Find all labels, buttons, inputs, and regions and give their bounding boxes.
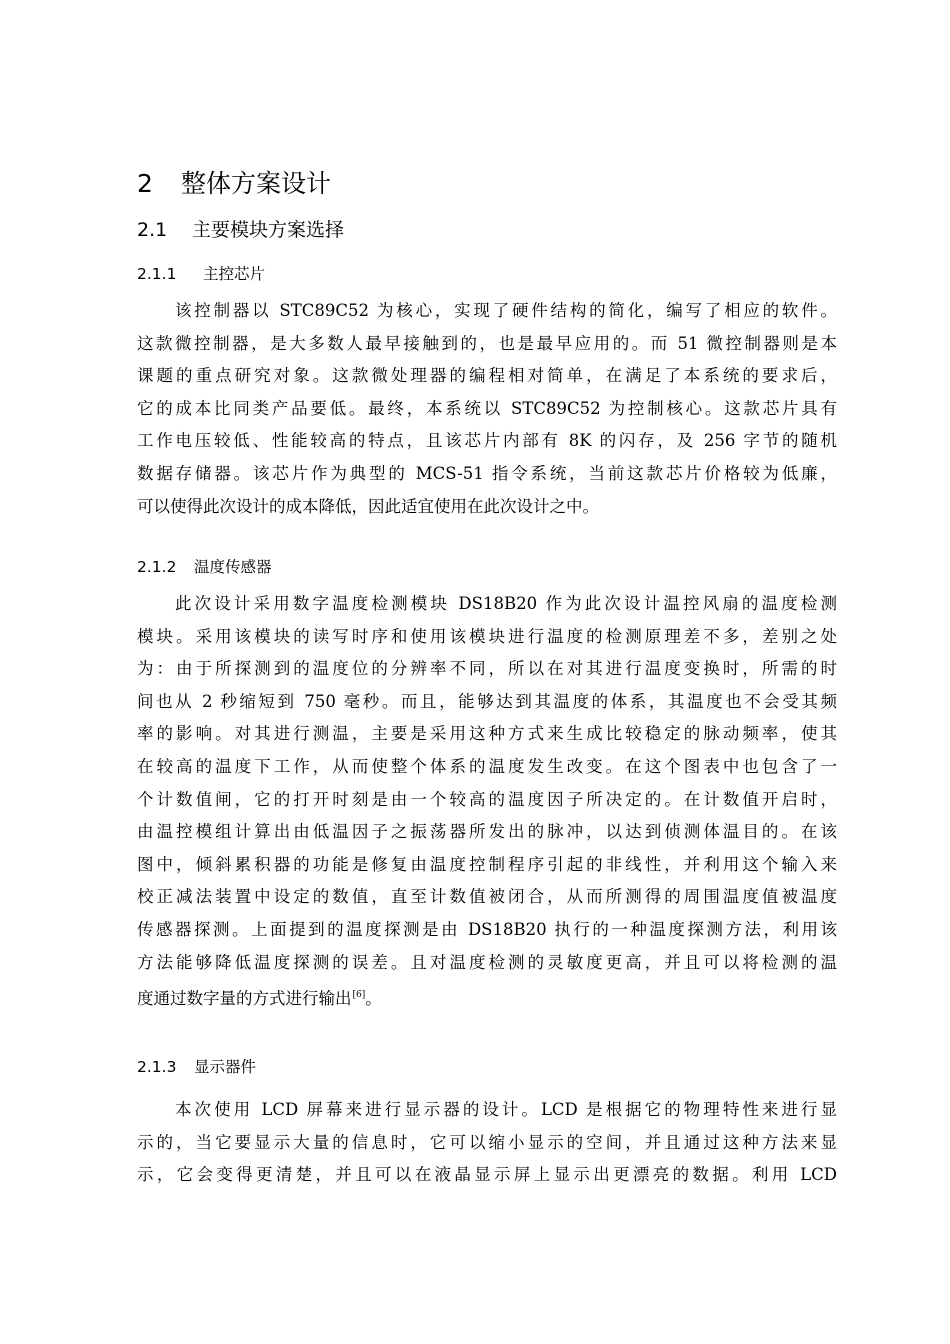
end-punctuation: 。 — [365, 989, 382, 1009]
text-line: 间也从 2 秒缩短到 750 毫秒。而且，能够达到其温度的体系，其温度也不会受其频 — [137, 691, 837, 711]
chapter-heading — [137, 166, 331, 202]
text-line: 率的影响。对其进行测温，主要是采用这种方式来生成比较稳定的脉动频率，使其 — [137, 724, 837, 744]
text-line: 校正减法装置中设定的数值，直至计数值被闭合，从而所测得的周围温度值被温度 — [137, 887, 837, 907]
citation-reference[interactable]: [6] — [352, 990, 366, 1001]
subsection-title: 主控芯片 — [203, 265, 266, 283]
text-line: 数据存储器。该芯片作为典型的 MCS-51 指令系统，当前这款芯片价格较为低廉， — [137, 463, 837, 483]
subsection-number: 2.1.1 — [137, 265, 177, 283]
paragraph-main-chip — [137, 295, 837, 523]
text-line: 示，它会变得更清楚，并且可以在液晶显示屏上显示出更漂亮的数据。利用 LCD — [137, 1165, 837, 1185]
text-line: 工作电压较低、性能较高的特点，且该芯片内部有 8K 的闪存，及 256 字节的随机 — [137, 431, 837, 451]
text-line: 可以使得此次设计的成本降低，因此适宜使用在此次设计之中。 — [137, 496, 599, 516]
subsection-heading-main-chip — [137, 261, 265, 287]
text-line: 传感器探测。上面提到的温度探测是由 DS18B20 执行的一种温度探测方法，利用该 — [137, 919, 837, 939]
text-line: 方法能够降低温度探测的误差。且对温度检测的灵敏度更高，并且可以将检测的温 — [137, 952, 837, 972]
subsection-title: 温度传感器 — [194, 558, 272, 576]
text-line: 课题的重点研究对象。这款微处理器的编程相对简单，在满足了本系统的要求后， — [137, 366, 837, 386]
text-line: 为：由于所探测到的温度位的分辨率不同，所以在对其进行温度变换时，所需的时 — [137, 659, 837, 679]
text-line: 该控制器以 STC89C52 为核心，实现了硬件结构的简化，编写了相应的软件。 — [175, 301, 837, 320]
subsection-heading-temp-sensor — [137, 554, 272, 580]
section-number: 2.1 — [137, 219, 168, 241]
text-line: 示的，当它要显示大量的信息时，它可以缩小显示的空间，并且通过这种方法来显 — [137, 1132, 837, 1152]
text-line: 模块。采用该模块的读写时序和使用该模块进行温度的检测原理差不多，差别之处 — [137, 626, 837, 646]
text-line: 这款微控制器，是大多数人最早接触到的，也是最早应用的。而 51 微控制器则是本 — [137, 333, 837, 353]
text-line: 它的成本比同类产品要低。最终，本系统以 STC89C52 为控制核心。这款芯片具有 — [137, 398, 837, 418]
text-line: 个计数值闸，它的打开时刻是由一个较高的温度因子所决定的。在计数值开启时， — [137, 789, 837, 809]
text-line: 本次使用 LCD 屏幕来进行显示器的设计。LCD 是根据它的物理特性来进行显 — [175, 1100, 837, 1119]
subsection-heading-display — [137, 1054, 256, 1080]
text-line: 由温控模组计算出由低温因子之振荡器所发出的脉冲，以达到侦测体温目的。在该 — [137, 822, 837, 842]
section-title: 主要模块方案选择 — [192, 219, 345, 241]
subsection-number: 2.1.3 — [137, 1058, 177, 1076]
paragraph-display — [137, 1094, 837, 1192]
chapter-number: 2 — [137, 169, 153, 198]
text-line-with-citation — [137, 979, 837, 1012]
text-line: 在较高的温度下工作，从而使整个体系的温度发生改变。在这个图表中也包含了一 — [137, 756, 837, 776]
text-line: 此次设计采用数字温度检测模块 DS18B20 作为此次设计温控风扇的温度检测 — [175, 594, 837, 613]
subsection-number: 2.1.2 — [137, 558, 177, 576]
text-line: 图中，倾斜累积器的功能是修复由温度控制程序引起的非线性，并利用这个输入来 — [137, 854, 837, 874]
paragraph-temp-sensor — [137, 588, 837, 1012]
chapter-title: 整体方案设计 — [181, 169, 332, 198]
text-line: 度通过数字量的方式进行输出 — [137, 989, 352, 1009]
section-heading — [137, 215, 344, 245]
subsection-title: 显示器件 — [194, 1058, 257, 1076]
